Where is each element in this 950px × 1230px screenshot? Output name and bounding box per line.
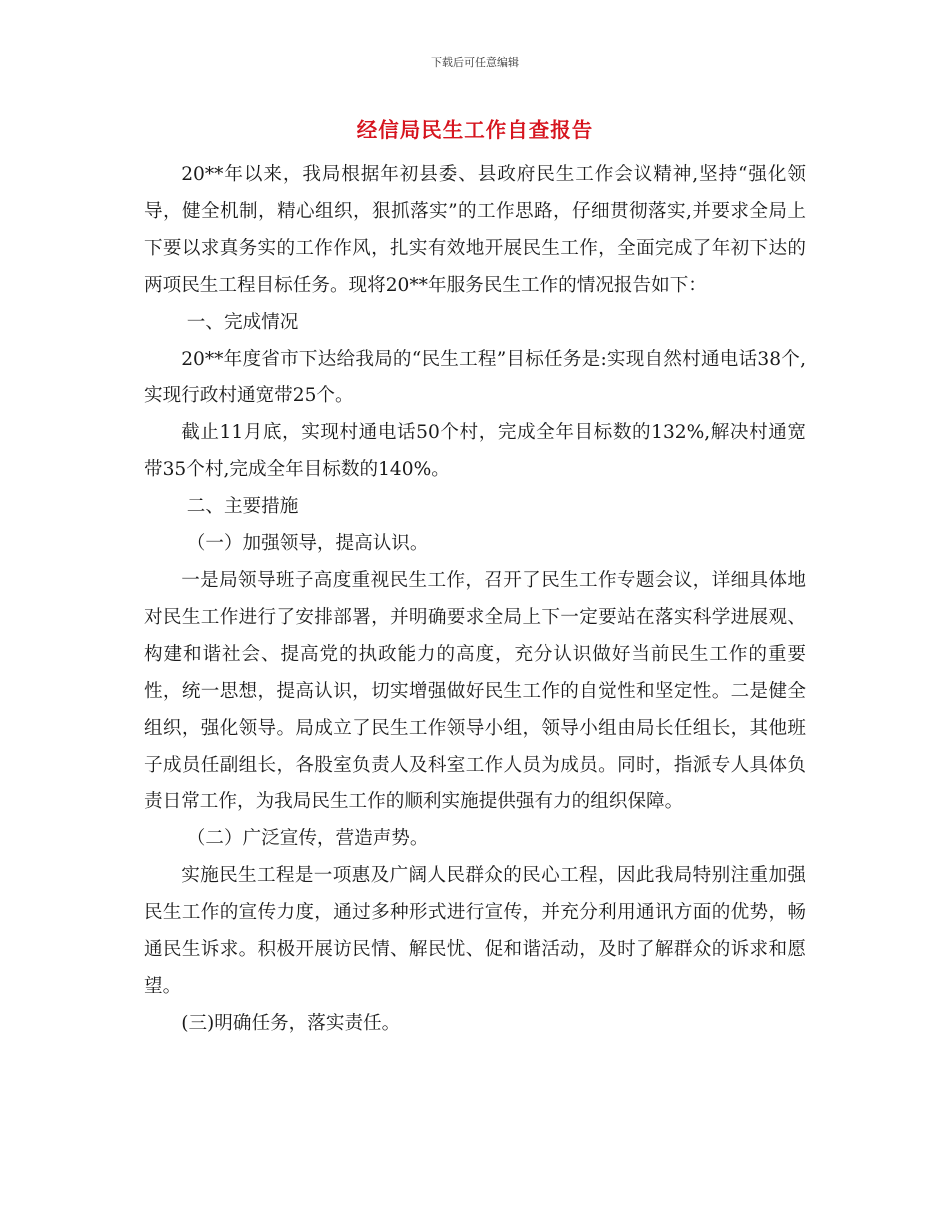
subheading-publicity: （二）广泛宣传，营造声势。 — [186, 828, 429, 850]
header-note: 下载后可任意编辑 — [431, 56, 519, 69]
subheading-leadership: （一）加强领导，提高认识。 — [186, 533, 429, 555]
paragraph-leadership: 一是局领导班子高度重视民生工作，召开了民生工作专题会议，详细具体地对民生工作进行了安排部署，并明确要求全局上下一定要站在落实科学进展观、构建和谐社会、提高党的执政能力的高度，充分认识做好当前民生工作的重要性，统一思想，提高认识，切实增强做好民生工作的自觉性和坚定性。二是健全组织，强化领导。局成立了民生工作领导小组，领导小组由局长任组长，其他班子成员任副组长，各股室负责人及科室工作人员为成员。同时，指派专人具体负责日常工作，为我局民生工作的顺利实施提供强有力的组织保障。 — [144, 569, 806, 813]
section-heading-completion: 一、完成情况 — [186, 311, 299, 333]
paragraph-results: 截止11月底，实现村通电话50个村，完成全年目标数的132%,解决村通宽带35个村,完成全年目标数的140%。 — [144, 422, 806, 481]
section-heading-measures: 二、主要措施 — [186, 496, 299, 518]
document-body — [144, 157, 806, 1043]
subheading-responsibility: (三)明确任务，落实责任。 — [181, 1012, 401, 1034]
paragraph-intro: 20**年以来，我局根据年初县委、县政府民生工作会议精神,坚持“强化领导，健全机制，精心组织，狠抓落实”的工作思路，仔细贯彻落实,并要求全局上下要以求真务实的工作作风，扎实有效地开展民生工作，全面完成了年初下达的两项民生工程目标任务。现将20**年服务民生工作的情况报告如下： — [144, 164, 806, 296]
document-title: 经信局民生工作自查报告 — [356, 118, 594, 142]
paragraph-targets: 20**年度省市下达给我局的“民生工程”目标任务是:实现自然村通电话38个,实现行政村通宽带25个。 — [144, 348, 806, 407]
paragraph-publicity: 实施民生工程是一项惠及广阔人民群众的民心工程，因此我局特别注重加强民生工作的宣传力度，通过多种形式进行宣传，并充分利用通讯方面的优势，畅通民生诉求。积极开展访民情、解民忧、促和谐活动，及时了解群众的诉求和愿望。 — [144, 865, 806, 997]
